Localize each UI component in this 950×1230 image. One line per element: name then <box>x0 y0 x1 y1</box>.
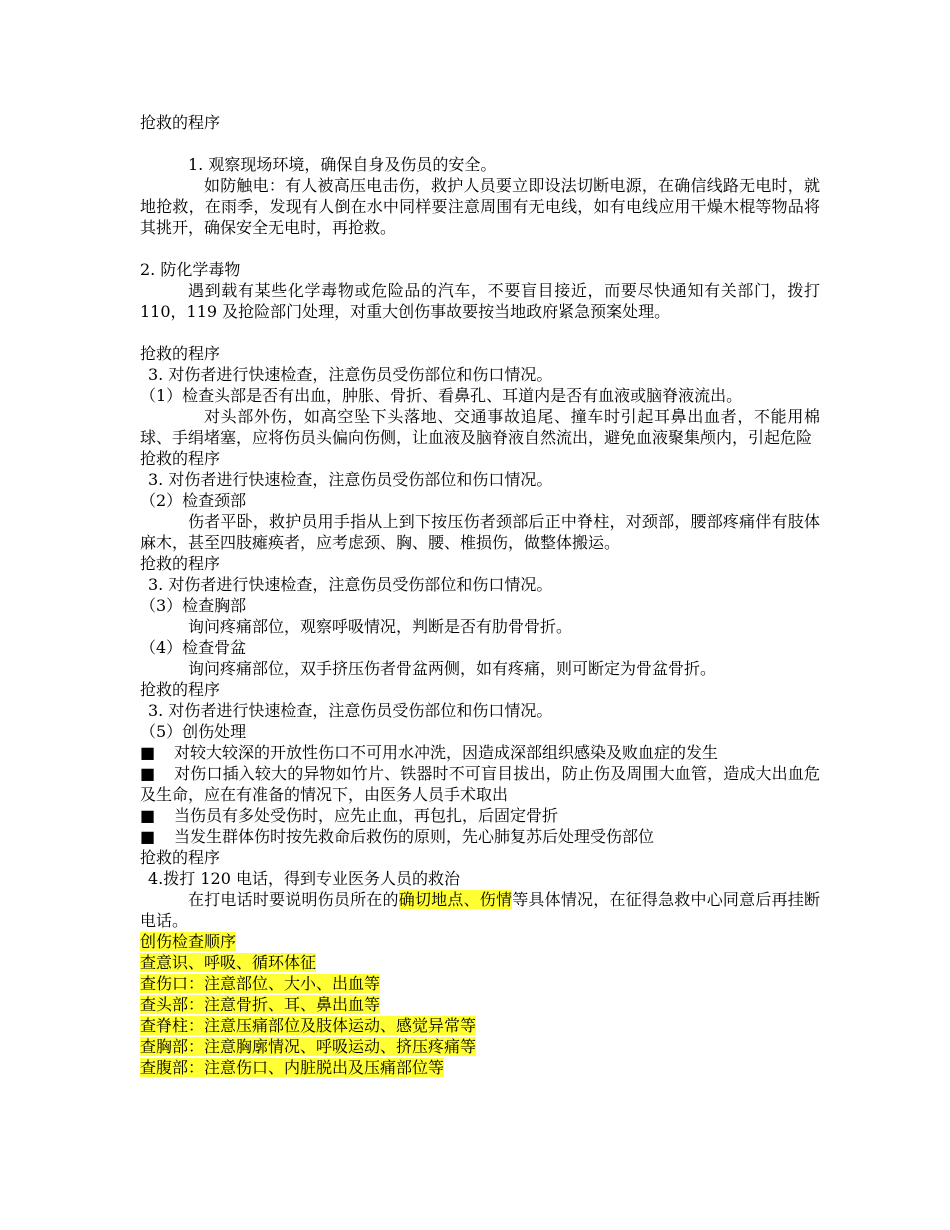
check-item: （1）检查头部是否有出血，肿胀、骨折、看鼻孔、耳道内是否有血液或脑脊液流出。 <box>140 386 743 405</box>
heading: 抢救的程序 <box>140 554 221 573</box>
check-item: （4）检查骨盆 <box>140 638 247 657</box>
step-3: 3. 对伤者进行快速检查，注意伤员受伤部位和伤口情况。 <box>148 701 553 720</box>
step-4-body-pre: 在打电话时要说明伤员所在的 <box>188 890 399 909</box>
square-bullet-icon: ■ <box>140 806 156 825</box>
checklist-item <box>140 973 820 994</box>
checklist-title <box>140 931 820 952</box>
highlighted-text: 查胸部：注意胸廓情况、呼吸运动、挤压疼痛等 <box>140 1037 477 1056</box>
heading: 抢救的程序 <box>140 680 221 699</box>
bullet-item <box>140 826 820 847</box>
highlighted-text: 查头部：注意骨折、耳、鼻出血等 <box>140 995 381 1014</box>
document-page <box>140 112 820 1078</box>
step-1-body: 如防触电：有人被高压电击伤，救护人员要立即设法切断电源，在确信线路无电时，就地抢救，在雨季，发现有人倒在水中同样要注意周围有无电线，如有电线应用干燥木棍等物品将其挑开，确保安全无电时，再抢救。 <box>140 176 820 237</box>
bullet-item <box>140 805 820 826</box>
check-body: 伤者平卧，救护员用手指从上到下按压伤者颈部后正中脊柱，对颈部，腰部疼痛伴有肢体麻木，甚至四肢瘫痪者，应考虑颈、胸、腰、椎损伤，做整体搬运。 <box>140 512 820 552</box>
check-item: （5）创伤处理 <box>140 722 247 741</box>
highlighted-text: 查脊柱：注意压痛部位及肢体运动、感觉异常等 <box>140 1016 477 1035</box>
check-item: （3）检查胸部 <box>140 596 247 615</box>
checklist-item <box>140 994 820 1015</box>
step-3: 3. 对伤者进行快速检查，注意伤员受伤部位和伤口情况。 <box>148 365 553 384</box>
bullet-text: 当发生群体伤时按先救命后救伤的原则，先心肺复苏后处理受伤部位 <box>174 827 655 846</box>
highlighted-text: 查腹部：注意伤口、内脏脱出及压痛部位等 <box>140 1058 445 1077</box>
heading: 抢救的程序 <box>140 113 221 132</box>
bullet-item <box>140 742 820 763</box>
square-bullet-icon: ■ <box>140 743 156 762</box>
highlighted-text: 查伤口：注意部位、大小、出血等 <box>140 974 381 993</box>
checklist-item <box>140 1015 820 1036</box>
checklist-item <box>140 952 820 973</box>
check-body: 询问疼痛部位，观察呼吸情况，判断是否有肋骨骨折。 <box>188 617 573 636</box>
checklist-item <box>140 1057 820 1078</box>
heading: 抢救的程序 <box>140 344 221 363</box>
square-bullet-icon: ■ <box>140 764 156 783</box>
step-4-body-post: 等具体情况，在征得急救中心同意后再挂断电话。 <box>140 890 820 930</box>
check-item: （2）检查颈部 <box>140 491 247 510</box>
step-1: 1. 观察现场环境，确保自身及伤员的安全。 <box>188 155 497 174</box>
heading: 抢救的程序 <box>140 449 221 468</box>
bullet-item <box>140 763 820 805</box>
bullet-text: 当伤员有多处受伤时，应先止血，再包扎，后固定骨折 <box>174 806 559 825</box>
heading: 抢救的程序 <box>140 848 221 867</box>
highlighted-text: 创伤检查顺序 <box>140 932 237 951</box>
check-body: 对头部外伤，如高空坠下头落地、交通事故追尾、撞车时引起耳鼻出血者，不能用棉球、手绢堵塞，应将伤员头偏向伤侧，让血液及脑脊液自然流出，避免血液聚集颅内，引起危险 <box>140 407 820 447</box>
bullet-text: 对较大较深的开放性伤口不可用水冲洗，因造成深部组织感染及败血症的发生 <box>174 743 719 762</box>
highlighted-text: 确切地点、伤情 <box>398 890 513 909</box>
step-4: 4.拨打 120 电话，得到专业医务人员的救治 <box>148 869 460 888</box>
step-4-body <box>140 889 820 931</box>
highlighted-text: 查意识、呼吸、循环体征 <box>140 953 317 972</box>
bullet-text: 对伤口插入较大的异物如竹片、铁器时不可盲目拔出，防止伤及周围大血管，造成大出血危及生命，应在有准备的情况下，由医务人员手术取出 <box>140 764 820 804</box>
step-3: 3. 对伤者进行快速检查，注意伤员受伤部位和伤口情况。 <box>148 470 553 489</box>
step-3: 3. 对伤者进行快速检查，注意伤员受伤部位和伤口情况。 <box>148 575 553 594</box>
step-2: 2. 防化学毒物 <box>140 260 241 279</box>
square-bullet-icon: ■ <box>140 827 156 846</box>
checklist-item <box>140 1036 820 1057</box>
step-2-body: 遇到载有某些化学毒物或危险品的汽车，不要盲目接近，而要尽快通知有关部门，拨打 110，119 及抢险部门处理，对重大创伤事故要按当地政府紧急预案处理。 <box>140 281 820 321</box>
check-body: 询问疼痛部位，双手挤压伤者骨盆两侧，如有疼痛，则可断定为骨盆骨折。 <box>188 659 717 678</box>
